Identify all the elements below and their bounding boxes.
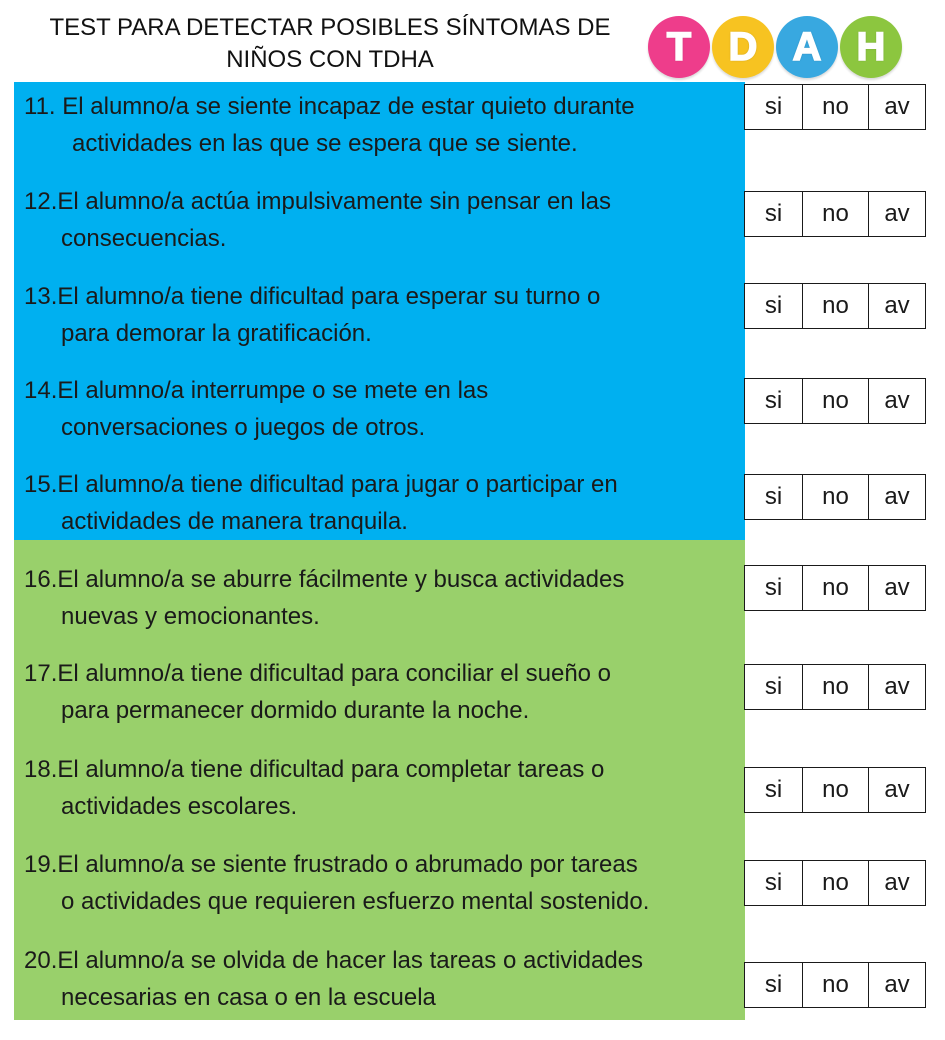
question-text-line-1: 19.El alumno/a se siente frustrado o abrumado por tareas bbox=[24, 851, 638, 878]
option-no-button[interactable]: no bbox=[803, 861, 869, 905]
option-si-button[interactable]: si bbox=[745, 475, 803, 519]
question-text-line-2: o actividades que requieren esfuerzo mental sostenido. bbox=[61, 888, 650, 915]
question-text-line-1: 20.El alumno/a se olvida de hacer las tareas o actividades bbox=[24, 947, 644, 974]
question-text-line-2: nuevas y emocionantes. bbox=[61, 603, 320, 630]
question-item bbox=[24, 466, 764, 540]
question-text-line-1: 16.El alumno/a se aburre fácilmente y busca actividades bbox=[24, 566, 625, 593]
question-item bbox=[24, 942, 764, 1016]
option-no-button[interactable]: no bbox=[803, 665, 869, 709]
option-no-button[interactable]: no bbox=[803, 963, 869, 1007]
answer-options bbox=[744, 565, 926, 611]
question-item bbox=[24, 751, 764, 825]
question-item bbox=[24, 846, 764, 920]
title-line-2: NIÑOS CON TDHA bbox=[226, 46, 434, 73]
answer-options bbox=[744, 191, 926, 237]
logo-letter-d: D bbox=[712, 16, 774, 78]
option-si-button[interactable]: si bbox=[745, 379, 803, 423]
title-line-1: TEST PARA DETECTAR POSIBLES SÍNTOMAS DE bbox=[49, 14, 611, 41]
question-item bbox=[24, 655, 764, 729]
option-av-button[interactable]: av bbox=[884, 574, 910, 601]
option-no-button[interactable]: no bbox=[803, 192, 869, 236]
option-no-button[interactable]: no bbox=[803, 475, 869, 519]
option-no-button[interactable]: no bbox=[803, 566, 869, 610]
question-item bbox=[24, 561, 764, 635]
question-item bbox=[24, 183, 764, 257]
option-si-button[interactable]: si bbox=[745, 284, 803, 328]
answer-options bbox=[744, 664, 926, 710]
option-si-button[interactable]: si bbox=[745, 192, 803, 236]
question-text-line-2: actividades escolares. bbox=[61, 793, 298, 820]
answer-options bbox=[744, 283, 926, 329]
question-text-line-1: 12.El alumno/a actúa impulsivamente sin pensar en las bbox=[24, 188, 611, 215]
question-text-line-2: conversaciones o juegos de otros. bbox=[61, 414, 426, 441]
answer-options bbox=[744, 84, 926, 130]
option-no-button[interactable]: no bbox=[803, 284, 869, 328]
option-av-button[interactable]: av bbox=[884, 776, 910, 803]
option-si-button[interactable]: si bbox=[745, 665, 803, 709]
question-text-line-2: necesarias en casa o en la escuela bbox=[61, 984, 436, 1011]
question-text-line-2: para demorar la gratificación. bbox=[61, 320, 372, 347]
logo-letter-a: A bbox=[776, 16, 838, 78]
option-si-button[interactable]: si bbox=[745, 768, 803, 812]
option-av-button[interactable]: av bbox=[884, 483, 910, 510]
page-title bbox=[20, 12, 640, 76]
question-text-line-1: 14.El alumno/a interrumpe o se mete en las bbox=[24, 377, 489, 404]
option-no-button[interactable]: no bbox=[803, 379, 869, 423]
question-text-line-2: para permanecer dormido durante la noche. bbox=[61, 697, 530, 724]
option-av-button[interactable]: av bbox=[884, 971, 910, 998]
option-av-button[interactable]: av bbox=[884, 93, 910, 120]
option-si-button[interactable]: si bbox=[745, 861, 803, 905]
option-si-button[interactable]: si bbox=[745, 85, 803, 129]
question-text-line-1: 17.El alumno/a tiene dificultad para conciliar el sueño o bbox=[24, 660, 612, 687]
answer-options bbox=[744, 767, 926, 813]
question-text-line-2: consecuencias. bbox=[61, 225, 227, 252]
question-text-line-1: 13.El alumno/a tiene dificultad para esperar su turno o bbox=[24, 283, 601, 310]
question-text-line-2: actividades en las que se espera que se siente. bbox=[72, 130, 578, 157]
option-av-button[interactable]: av bbox=[884, 869, 910, 896]
logo-letter-h: H bbox=[840, 16, 902, 78]
answer-options bbox=[744, 378, 926, 424]
question-item bbox=[24, 88, 764, 162]
tdah-logo bbox=[648, 8, 910, 82]
option-av-button[interactable]: av bbox=[884, 673, 910, 700]
option-no-button[interactable]: no bbox=[803, 768, 869, 812]
option-av-button[interactable]: av bbox=[884, 387, 910, 414]
option-no-button[interactable]: no bbox=[803, 85, 869, 129]
option-av-button[interactable]: av bbox=[884, 200, 910, 227]
question-item bbox=[24, 278, 764, 352]
option-av-button[interactable]: av bbox=[884, 292, 910, 319]
answer-options bbox=[744, 860, 926, 906]
answer-options bbox=[744, 474, 926, 520]
question-text-line-2: actividades de manera tranquila. bbox=[61, 508, 408, 535]
question-text-line-1: 18.El alumno/a tiene dificultad para completar tareas o bbox=[24, 756, 605, 783]
question-item bbox=[24, 372, 764, 446]
logo-letter-t: T bbox=[648, 16, 710, 78]
option-si-button[interactable]: si bbox=[745, 963, 803, 1007]
question-text-line-1: 11. El alumno/a se siente incapaz de estar quieto durante bbox=[24, 93, 635, 120]
answer-options bbox=[744, 962, 926, 1008]
question-text-line-1: 15.El alumno/a tiene dificultad para jugar o participar en bbox=[24, 471, 618, 498]
option-si-button[interactable]: si bbox=[745, 566, 803, 610]
